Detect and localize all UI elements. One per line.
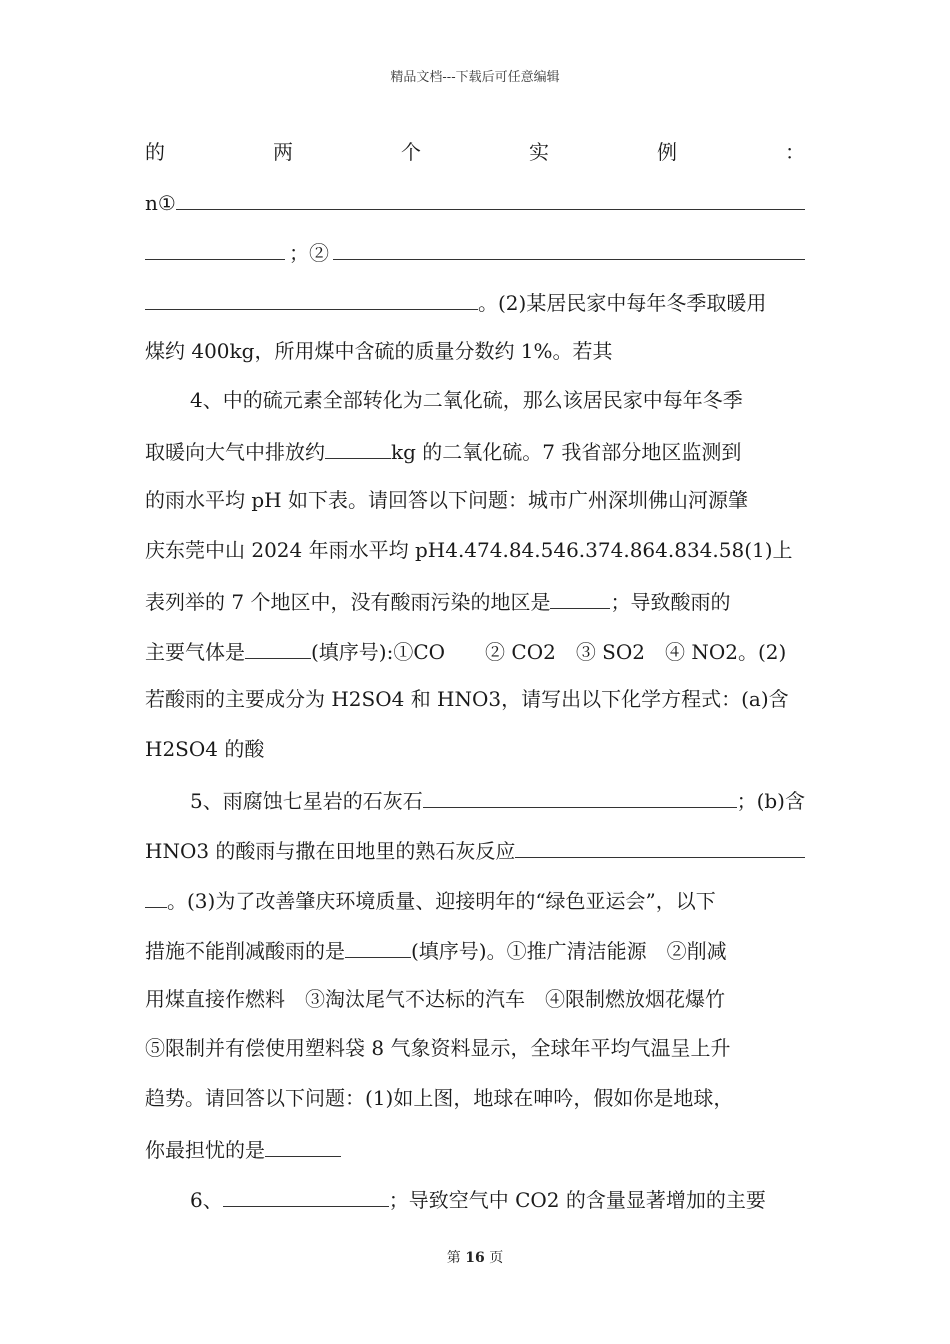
text-line-16 [145, 885, 805, 915]
page-number: 16 [465, 1250, 485, 1266]
footer-prefix: 第 [446, 1250, 461, 1266]
spaced-char: 个 [401, 140, 421, 164]
text-fragment: ；导致酸雨的 [610, 590, 731, 614]
spaced-char: ： [785, 140, 805, 164]
answer-blank [515, 835, 805, 858]
text-fragment: ；(b)含 [736, 789, 805, 813]
text-line-9: 庆东莞中山 2024 年雨水平均 pH4.474.84.546.374.864.834.58(1)上 [145, 538, 793, 562]
text-fragment: HNO3 的酸雨与撒在田地里的熟石灰反应 [145, 839, 516, 863]
answer-blank [223, 1184, 389, 1207]
text-fragment: 6、 [190, 1188, 223, 1212]
text-fragment: 。(2)某居民家中每年冬季取暖用 [478, 291, 767, 315]
spaced-char: 实 [529, 140, 549, 164]
text-fragment: ；导致空气中 CO2 的含量显著增加的主要 [388, 1188, 766, 1212]
answer-blank [550, 586, 610, 609]
answer-blank [345, 935, 411, 958]
footer-suffix: 页 [489, 1250, 504, 1266]
text-line-22 [190, 1184, 805, 1214]
text-fragment: (填序号):①CO ② CO2 ③ SO2 ④ NO2。(2) [311, 640, 787, 664]
answer-blank [176, 187, 805, 210]
answer-blank [245, 636, 311, 659]
answer-blank [145, 237, 285, 260]
text-line-15 [145, 835, 805, 865]
text-fragment: 5、雨腐蚀七星岩的石灰石 [190, 789, 423, 813]
answer-blank [325, 436, 391, 459]
text-fragment: 主要气体是 [145, 640, 245, 664]
text-line-2 [145, 187, 805, 217]
text-line-14 [190, 785, 805, 815]
spaced-char: 的 [145, 140, 165, 164]
text-line-10 [145, 586, 805, 616]
text-line-6: 4、中的硫元素全部转化为二氧化硫，那么该居民家中每年冬季 [190, 388, 743, 412]
answer-blank [145, 287, 478, 310]
text-line-3 [145, 237, 805, 267]
text-line-20: 趋势。请回答以下问题：(1)如上图，地球在呻吟，假如你是地球， [145, 1086, 734, 1110]
text-fragment: 。(3)为了改善肇庆环境质量、迎接明年的“绿色亚运会”，以下 [167, 889, 716, 913]
text-fragment: kg 的二氧化硫。7 我省部分地区监测到 [391, 440, 742, 464]
spaced-char: 两 [273, 140, 293, 164]
text-fragment: ；② [289, 241, 329, 265]
text-line-17 [145, 935, 805, 965]
answer-blank [423, 785, 737, 808]
text-line-13: H2SO4 的酸 [145, 737, 265, 761]
answer-blank [145, 885, 167, 908]
text-line-21 [145, 1134, 805, 1164]
text-fragment: (填序号)。①推广清洁能源 ②削减 [411, 939, 727, 963]
text-line-18: 用煤直接作燃料 ③淘汰尾气不达标的汽车 ④限制燃放烟花爆竹 [145, 987, 725, 1011]
text-line-4 [145, 287, 805, 317]
text-fragment: n① [145, 191, 176, 215]
answer-blank [333, 237, 805, 260]
text-fragment: 表列举的 7 个地区中，没有酸雨污染的地区是 [145, 590, 551, 614]
text-line-19: ⑤限制并有偿使用塑料袋 8 气象资料显示，全球年平均气温呈上升 [145, 1036, 731, 1060]
text-fragment: 你最担忧的是 [145, 1138, 265, 1162]
text-line-5: 煤约 400kg，所用煤中含硫的质量分数约 1%。若其 [145, 339, 613, 363]
page-header: 精品文档---下载后可任意编辑 [390, 70, 560, 85]
text-line-7 [145, 436, 805, 466]
text-line-1 [145, 138, 805, 166]
spaced-char: 例 [657, 140, 677, 164]
text-line-11 [145, 636, 805, 666]
text-line-12: 若酸雨的主要成分为 H2SO4 和 HNO3，请写出以下化学方程式：(a)含 [145, 687, 789, 711]
text-fragment: 措施不能削减酸雨的是 [145, 939, 345, 963]
answer-blank [265, 1134, 341, 1157]
text-line-8: 的雨水平均 pH 如下表。请回答以下问题：城市广州深圳佛山河源肇 [145, 488, 748, 512]
text-fragment: 取暖向大气中排放约 [145, 440, 325, 464]
page-footer [0, 1247, 950, 1267]
